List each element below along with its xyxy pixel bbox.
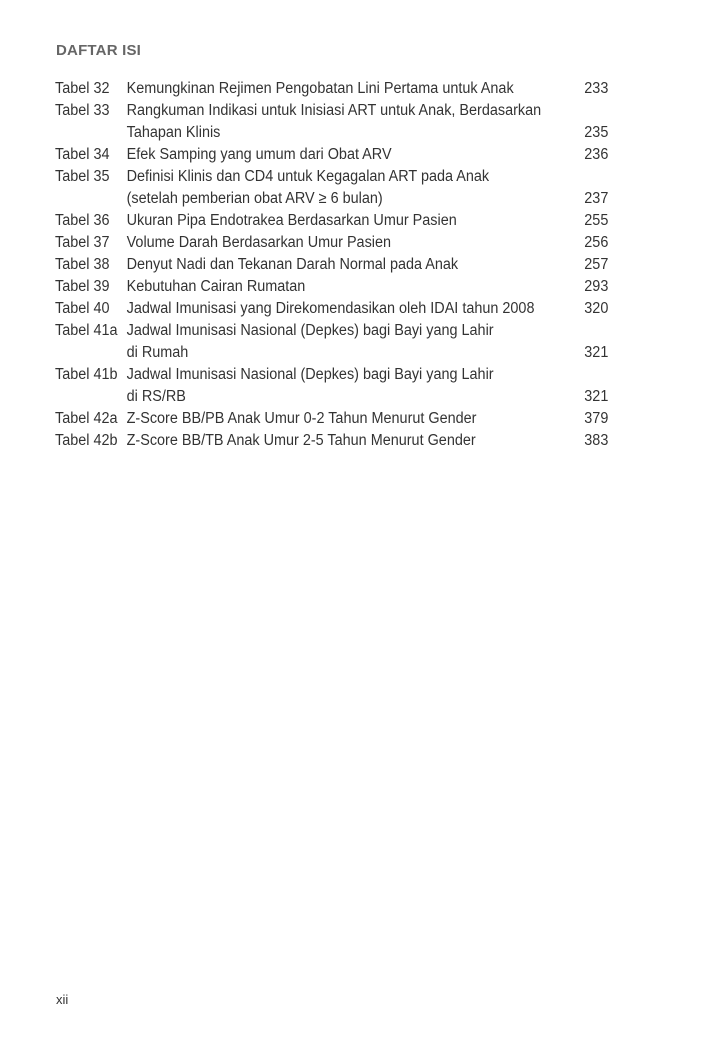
toc-entry-label: Tabel 33: [55, 102, 110, 119]
toc-entry-title: di RS/RB: [126, 388, 186, 405]
toc-entry-label: Tabel 36: [55, 212, 110, 229]
toc-entry-title: Volume Darah Berdasarkan Umur Pasien: [126, 234, 392, 251]
toc-entry-page: 321: [584, 388, 609, 405]
toc-entry-title: di Rumah: [126, 344, 189, 361]
toc-entry-page: 237: [584, 190, 609, 207]
toc-entry-label: Tabel 41a: [55, 322, 118, 339]
toc-entry-label: Tabel 32: [55, 80, 110, 97]
toc-entry[interactable]: [55, 232, 608, 254]
toc-entry-title: Kemungkinan Rejimen Pengobatan Lini Pertama untuk Anak: [126, 80, 514, 97]
toc-entry-indent: [55, 188, 127, 210]
toc-entry-label: Tabel 34: [55, 146, 110, 163]
toc-entry[interactable]: [55, 144, 608, 166]
toc-entry-page: 255: [584, 212, 609, 229]
toc-entry-label: Tabel 41b: [55, 366, 118, 383]
toc-entry[interactable]: [55, 254, 608, 276]
toc-entry[interactable]: [55, 430, 608, 452]
toc-entry-title: Z-Score BB/TB Anak Umur 2-5 Tahun Menurut Gender: [126, 432, 476, 449]
toc-entry-page: 233: [584, 80, 609, 97]
toc-entry-title: Z-Score BB/PB Anak Umur 0-2 Tahun Menurut Gender: [126, 410, 477, 427]
toc-entry-page-blank: [571, 364, 608, 386]
toc-entry-label: Tabel 42b: [55, 432, 118, 449]
toc-entry-page: 235: [584, 124, 609, 141]
toc-entry-page: 293: [584, 278, 609, 295]
section-title: DAFTAR ISI: [56, 42, 142, 59]
toc-entry-page-blank: [571, 166, 608, 188]
toc-entry[interactable]: [55, 166, 608, 210]
toc-entry-label: Tabel 40: [55, 300, 110, 317]
toc-entry-indent: [55, 386, 127, 408]
toc-entry-page: 383: [584, 432, 609, 449]
toc-entry[interactable]: [55, 78, 608, 100]
toc-entry-title: Rangkuman Indikasi untuk Inisiasi ART untuk Anak, Berdasarkan: [126, 102, 542, 119]
toc-entry[interactable]: [55, 298, 608, 320]
toc-entry-page: 256: [584, 234, 609, 251]
toc-entry-page: 379: [584, 410, 609, 427]
toc-entry-label: Tabel 42a: [55, 410, 118, 427]
toc-entry-title: Jadwal Imunisasi Nasional (Depkes) bagi Bayi yang Lahir: [126, 322, 494, 339]
toc-entry-title: (setelah pemberian obat ARV ≥ 6 bulan): [126, 190, 383, 207]
table-of-contents: [55, 78, 650, 452]
toc-entry-title: Jadwal Imunisasi yang Direkomendasikan oleh IDAI tahun 2008: [126, 300, 535, 317]
toc-entry-title: Ukuran Pipa Endotrakea Berdasarkan Umur Pasien: [126, 212, 457, 229]
toc-entry-title: Efek Samping yang umum dari Obat ARV: [126, 146, 392, 163]
toc-entry[interactable]: [55, 364, 608, 408]
toc-entry-title: Kebutuhan Cairan Rumatan: [126, 278, 306, 295]
toc-entry[interactable]: [55, 320, 608, 364]
toc-entry-indent: [55, 342, 127, 364]
toc-entry-title: Jadwal Imunisasi Nasional (Depkes) bagi Bayi yang Lahir: [126, 366, 494, 383]
toc-entry-label: Tabel 39: [55, 278, 110, 295]
toc-entry[interactable]: [55, 210, 608, 232]
toc-entry-page: 236: [584, 146, 609, 163]
toc-entry[interactable]: [55, 100, 608, 144]
toc-entry-page: 321: [584, 344, 609, 361]
toc-entry-page: 257: [584, 256, 609, 273]
toc-entry-title: Denyut Nadi dan Tekanan Darah Normal pada Anak: [126, 256, 459, 273]
toc-entry-page-blank: [571, 320, 608, 342]
toc-entry-label: Tabel 37: [55, 234, 110, 251]
toc-entry-page: 320: [584, 300, 609, 317]
toc-entry-label: Tabel 35: [55, 168, 110, 185]
toc-entry-label: Tabel 38: [55, 256, 110, 273]
toc-entry[interactable]: [55, 276, 608, 298]
page-number: xii: [56, 992, 69, 1007]
toc-entry-indent: [55, 122, 127, 144]
toc-entry[interactable]: [55, 408, 608, 430]
toc-entry-page-blank: [571, 100, 608, 122]
toc-entry-title: Tahapan Klinis: [126, 124, 221, 141]
toc-entry-title: Definisi Klinis dan CD4 untuk Kegagalan ART pada Anak: [126, 168, 490, 185]
